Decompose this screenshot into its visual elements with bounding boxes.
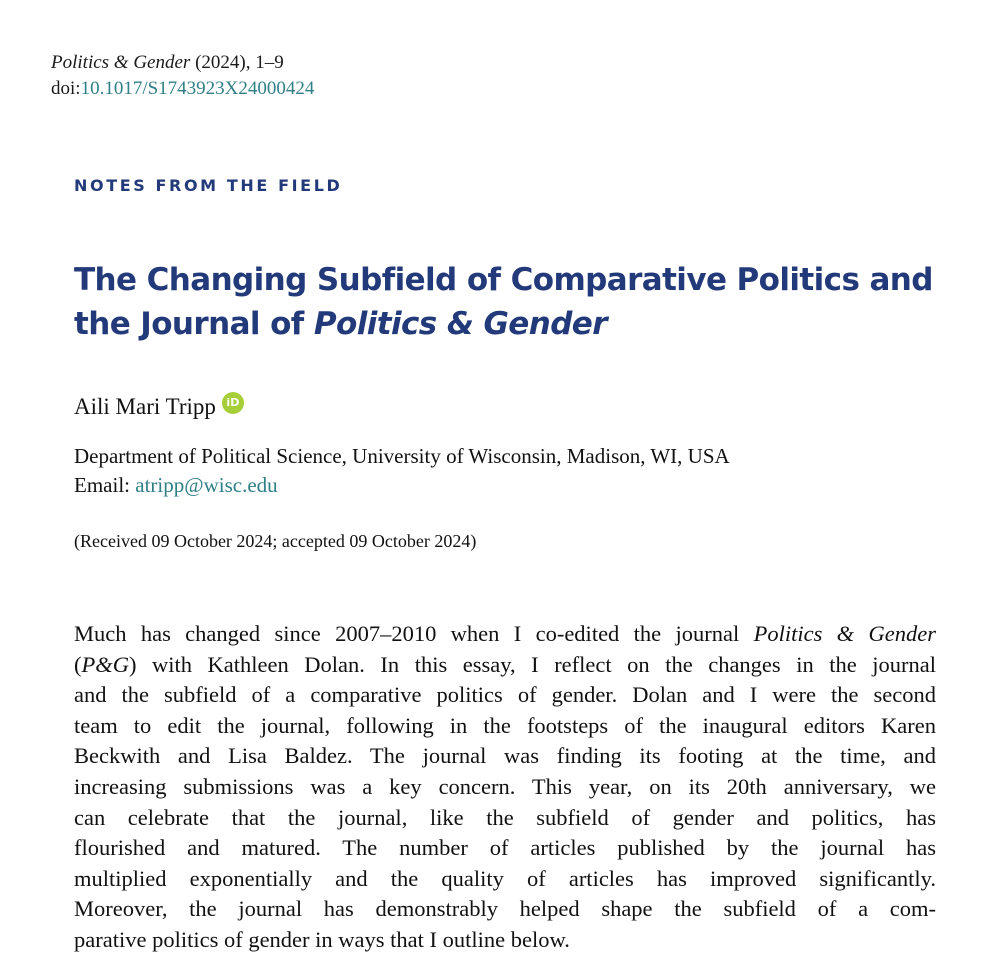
article-title — [74, 258, 954, 346]
body-line: and the subfield of a comparative politics of gender. Dolan and I were the second — [74, 682, 936, 708]
title-journal-name: Politics & Gender — [313, 306, 607, 342]
department: Department of Political Science, University of Wisconsin, Madison, WI, USA — [74, 444, 730, 468]
journal-name: Politics & Gender — [51, 52, 191, 73]
affiliation-block — [74, 442, 730, 500]
title-line-2 — [74, 302, 954, 346]
body-text-run: Much has changed since 2007–2010 when I co-edited the journal — [74, 621, 754, 646]
body-text-run: ( — [74, 651, 82, 677]
author-name[interactable]: Aili Mari Tripp — [74, 394, 216, 419]
title-line-2-prefix: the Journal of — [74, 306, 314, 342]
email-link[interactable]: atripp@wisc.edu — [135, 473, 278, 497]
body-line: increasing submissions was a key concern. This year, on its 20th anniversary, we — [74, 773, 936, 799]
email-line — [74, 471, 730, 500]
doi-line — [51, 76, 314, 102]
title-line-1: The Changing Subfield of Comparative Politics and — [74, 262, 933, 298]
doi-link[interactable]: 10.1017/S1743923X24000424 — [80, 78, 315, 99]
author-line — [74, 392, 244, 422]
section-label: NOTES FROM THE FIELD — [74, 176, 343, 195]
body-line: Moreover, the journal has demonstrably helped shape the subfield of a com- — [74, 896, 936, 922]
received-accepted-dates: (Received 09 October 2024; accepted 09 October 2024) — [74, 531, 477, 551]
body-line: Beckwith and Lisa Baldez. The journal was finding its footing at the time, and — [74, 743, 936, 769]
citation-year-pages: (2024), 1–9 — [190, 52, 284, 73]
body-line: can celebrate that the journal, like the subfield of gender and politics, has — [74, 804, 936, 830]
orcid-icon[interactable]: iD — [222, 392, 244, 414]
body-italic-run: P&G — [81, 651, 129, 677]
body-line: flourished and matured. The number of articles published by the journal has — [74, 835, 936, 861]
body-italic-run: Politics & Gender — [753, 621, 936, 646]
body-line: parative politics of gender in ways that I outline below. — [74, 926, 570, 952]
email-label: Email: — [74, 473, 136, 497]
body-line — [74, 650, 936, 681]
doi-prefix: doi: — [51, 78, 81, 99]
citation-block — [51, 50, 314, 102]
body-text-run: ) with Kathleen Dolan. In this essay, I reflect on the changes in the journal — [129, 651, 936, 677]
body-line: multiplied exponentially and the quality of articles has improved significantly. — [74, 865, 936, 891]
body-line — [74, 619, 936, 650]
body-paragraph — [74, 619, 936, 956]
citation-line — [51, 50, 314, 76]
body-line: team to edit the journal, following in the footsteps of the inaugural editors Karen — [74, 712, 936, 738]
